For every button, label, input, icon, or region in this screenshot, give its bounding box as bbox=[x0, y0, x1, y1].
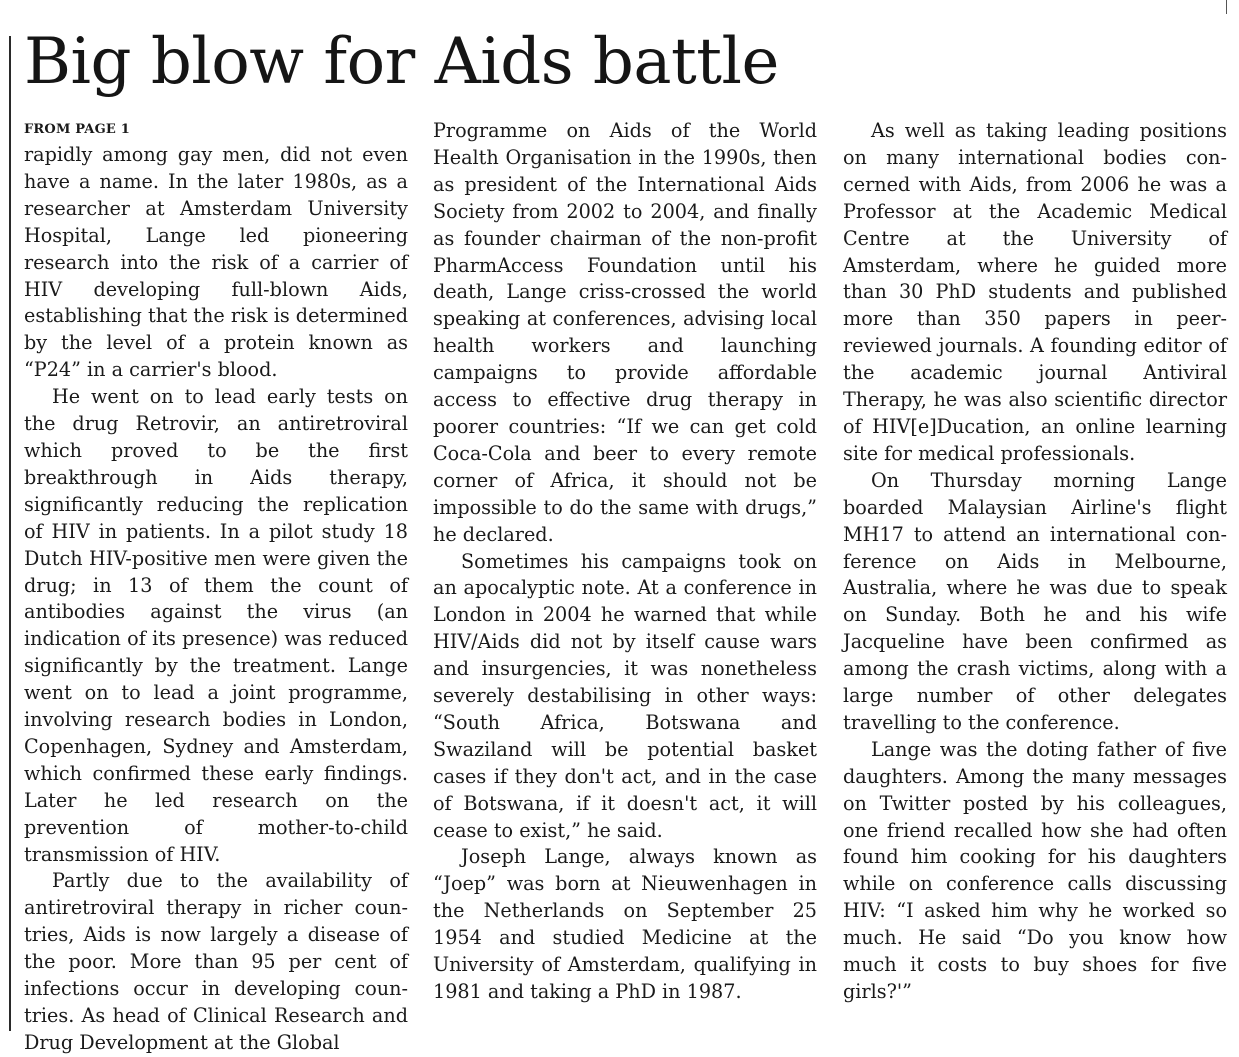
article-paragraph: Partly due to the availability of antiretroviral therapy in richer countries, Aids is now largely a disease of the poor. More than 95 per cent of infections occur in developing countries. As head of Clinical Research and Drug Development at the Global bbox=[24, 869, 408, 1054]
article-paragraph: He went on to lead early tests on the drug Retrovir, an antiretroviral which proved to be the first breakthrough in Aids therapy, significantly reducing the replication of HIV in patients. In a pilot study 18 Dutch HIV-positive men were given the drug; in 13 of them the count of antibodies against the virus (an indication of its presence) was reduced significantly by the treatment. Lange went on to lead a joint programme, involving research bodies in London, Copenhagen, Sydney and Amsterdam, which confirmed these early findings. Later he led research on the prevention of mother-to-child transmission of HIV. bbox=[24, 385, 408, 866]
article-column-1 bbox=[24, 118, 408, 1054]
article-paragraph: Lange was the doting father of five daughters. Among the many messages on Twitter posted by his colleagues, one friend recalled how she had often found him cooking for his daughters while on conference calls discussing HIV: “I asked him why he worked so much. He said “Do you know how much it costs to buy shoes for five girls?'” bbox=[843, 737, 1227, 1003]
kicker-from-page: FROM PAGE 1 bbox=[24, 122, 130, 137]
top-column-rule bbox=[1226, 0, 1227, 14]
left-column-rule bbox=[9, 36, 11, 1031]
article-paragraph: Sometimes his campaigns took on an apocalyptic note. At a conference in London in 2004 he warned that while HIV/Aids did not by itself cause wars and insurgencies, it was nonetheless severely destabilising in other ways: “South Africa, Botswana and Swaziland will be potential basket cases if they don't act, and in the case of Botswana, if it doesn't act, it will cease to exist,” he said. bbox=[433, 549, 817, 842]
article-paragraph: On Thursday morning Lange boarded Malaysian Airline's flight MH17 to attend an international conference on Aids in Melbourne, Australia, where he was due to speak on Sunday. Both he and his wife Jacqueline have been confirmed as among the crash victims, along with a large number of other delegates travelling to the conference. bbox=[843, 468, 1227, 734]
article-paragraph: Joseph Lange, always known as “Joep” was born at Nieuwenhagen in the Netherlands on September 25 1954 and studied Medicine at the University of Amsterdam, qualifying in 1981 and taking a PhD in 1987. bbox=[433, 845, 817, 1003]
article-paragraph: rapidly among gay men, did not even have a name. In the later 1980s, as a researcher at Amsterdam University Hospital, Lange led pioneering research into the risk of a carrier of HIV developing full-blown Aids, establishing that the risk is determined by the level of a protein known as “P24” in a carrier's blood. bbox=[24, 143, 408, 382]
article-column-3 bbox=[843, 118, 1227, 1031]
article-paragraph: Programme on Aids of the World Health Organisation in the 1990s, then as president of the International Aids Society from 2002 to 2004, and finally as founder chairman of the non-profit PharmAccess Foundation until his death, Lange criss-crossed the world speaking at conferences, advising local health workers and launching campaigns to provide affordable access to effective drug therapy in poorer countries: “If we can get cold Coca-Cola and beer to every remote corner of Africa, it should not be impossible to do the same with drugs,” he declared. bbox=[433, 119, 817, 546]
article-paragraph: As well as taking leading positions on many international bodies concerned with Aids, from 2006 he was a Professor at the Academic Medical Centre at the University of Amsterdam, where he guided more than 30 PhD students and published more than 350 papers in peer-reviewed journals. A founding editor of the academic journal Antiviral Therapy, he was also scientific director of HIV[e]Ducation, an online learning site for medical professionals. bbox=[843, 119, 1227, 465]
headline: Big blow for Aids battle bbox=[24, 25, 779, 99]
article-column-2 bbox=[433, 118, 817, 1031]
